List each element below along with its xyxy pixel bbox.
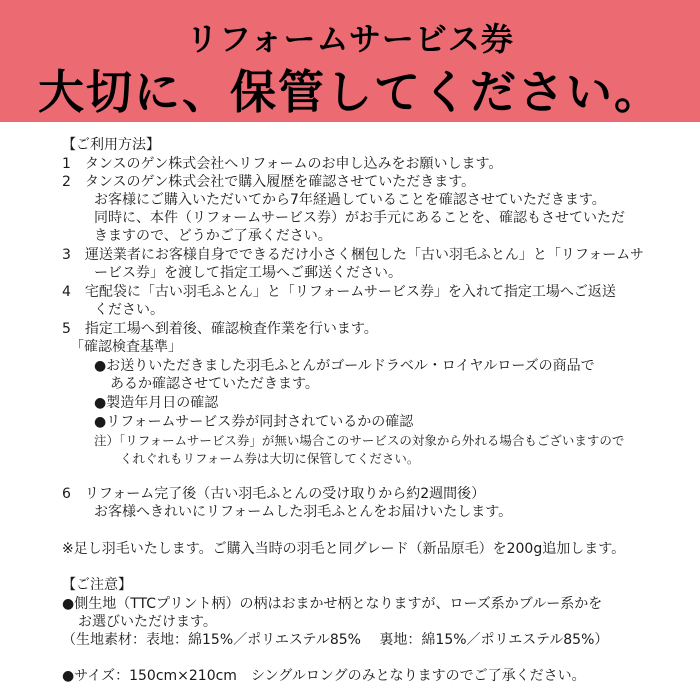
usage-step-2-detail: お客様にご購入いただいてから7年経過していることを確認させていただきます。 [94,192,606,208]
usage-step-6: 6 リフォーム完了後（古い羽毛ふとんの受け取りから約2週間後） [62,486,486,502]
inspection-item: ●リフォームサービス券が同封されているかの確認 [94,414,414,430]
notice-heading: 【ご注意】 [62,577,132,593]
inspection-note-detail: くれぐれもリフォーム券は大切に保管してください。 [120,451,420,466]
inspection-item: ●製造年月日の確認 [94,395,219,411]
inspection-criteria-heading: 「確認検査基準」 [70,339,182,355]
page-title: リフォームサービス券 [186,20,514,58]
usage-step-3-detail: ービス券」を渡して指定工場へご郵送ください。 [94,265,402,281]
inspection-item-detail: あるか確認させていただきます。 [110,376,319,392]
usage-step-4: 4 宅配袋に「古い羽毛ふとん」と「リフォームサービス券」を入れて指定工場へご返送 [62,284,616,300]
usage-step-4-detail: ください。 [94,302,164,318]
notice-item-detail: お選びいただけます。 [78,614,217,630]
inspection-item: ●お送りいただきました羽毛ふとんがゴールドラベル・ロイヤルローズの商品で [94,358,595,374]
usage-step-2-detail: きますので、どうかご了承ください。 [94,228,332,244]
usage-step-3: 3 運送業者にお客様自身でできるだけ小さく梱包した「古い羽毛ふとん」と「リフォームサ [62,247,644,263]
notice-size: ●サイズ：150cm×210cm シングルロングのみとなりますのでご了承ください。 [62,668,586,684]
notice-item: ●側生地（TTCプリント柄）の柄はおまかせ柄となりますが、ローズ系かブルー系かを [62,596,603,612]
usage-step-2-detail: 同時に、本件（リフォームサービス券）がお手元にあることを、確認もさせていただ [94,210,626,226]
page-subtitle: 大切に、保管してください。 [38,65,662,119]
fabric-material: （生地素材：表地：綿15%／ポリエステル85% 裏地：綿15%／ポリエステル85%） [62,632,609,648]
addition-note: ※足し羽毛いたします。ご購入当時の羽毛と同グレード（新品原毛）を200g追加します。 [62,541,626,557]
usage-step-6-detail: お客様へきれいにリフォームした羽毛ふとんをお届けいたします。 [94,504,513,520]
inspection-note: 注）「リフォームサービス券」が無い場合このサービスの対象から外れる場合もございますので [94,433,625,448]
usage-step-5: 5 指定工場へ到着後、確認検査作業を行います。 [62,321,378,337]
usage-heading: 【ご利用方法】 [62,137,160,153]
usage-step-2: 2 タンスのゲン株式会社で購入履歴を確認させていただきます。 [62,174,476,190]
usage-step-1: 1 タンスのゲン株式会社へリフォームのお申し込みをお願いします。 [62,156,503,172]
